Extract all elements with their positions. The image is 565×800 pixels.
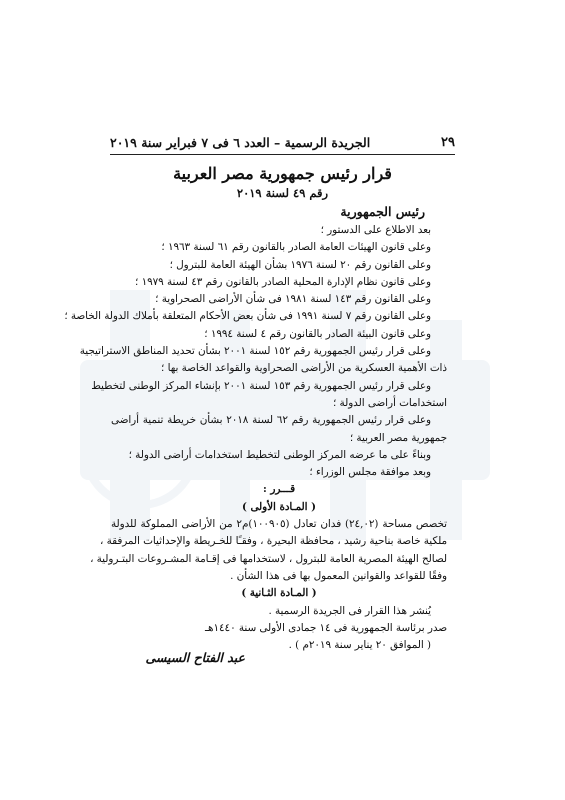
- body-line: وعلى قرار رئيس الجمهورية رقم ٦٢ لسنة ٢٠١٨ بشأن خريطة تنمية أراضى: [111, 414, 431, 427]
- body-line: استخدامات أراضى الدولة ؛: [333, 396, 447, 409]
- decree-body: [64, 222, 447, 654]
- signature: عبد الفتاح السيسى: [145, 650, 245, 665]
- body-line: وعلى القانون رقم ٢٠ لسنة ١٩٧٦ بشأن الهيئة العامة للبترول ؛: [169, 258, 431, 271]
- decree-title: قرار رئيس جمهورية مصر العربية: [173, 164, 392, 183]
- body-line: وعلى قانون نظام الإدارة المحلية الصادر بالقانون رقم ٤٣ لسنة ١٩٧٩ ؛: [135, 275, 431, 288]
- body-line: وعلى قانون البيئة الصادر بالقانون رقم ٤ لسنة ١٩٩٤ ؛: [204, 327, 431, 340]
- body-line: وبناءً على ما عرضه المركز الوطنى لتخطيط استخدامات أراضى الدولة ؛: [128, 448, 431, 461]
- decision-heading: قـــرر :: [262, 483, 295, 496]
- publication-info: الجريدة الرسمية – العدد ٦ فى ٧ فبراير سنة ٢٠١٩: [110, 134, 371, 150]
- body-line: جمهورية مصر العربية ؛: [349, 431, 447, 444]
- body-line: وعلى قرار رئيس الجمهورية رقم ١٥٢ لسنة ٢٠٠١ بشأن تحديد المناطق الاستراتيجية: [79, 345, 431, 358]
- body-line: يُنشر هذا القرار فى الجريدة الرسمية .: [268, 604, 431, 617]
- body-line: تخصص مساحة (٢٤,٠٢) فدان تعادل (١٠٠٩٠٥)م٢ من الأراضى المملوكة للدولة: [111, 518, 447, 531]
- body-line: وفقًا للقواعد والقوانين المعمول بها فى هذا الشأن .: [230, 569, 447, 582]
- body-line: وعلى القانون رقم ١٤٣ لسنة ١٩٨١ فى شأن الأراضى الصحراوية ؛: [155, 293, 431, 306]
- gregorian-date-line: ( الموافق ٢٠ يناير سنة ٢٠١٩م ) .: [288, 639, 431, 652]
- body-line: لصالح الهيئة المصرية العامة للبترول ، لاستخدامها فى إقـامة المشـروعات البتـرولية ،: [90, 552, 447, 565]
- header-divider: [110, 154, 455, 155]
- body-line: بعد الاطلاع على الدستور ؛: [320, 224, 431, 236]
- issue-date-line: صدر برئاسة الجمهورية فى ١٤ جمادى الأولى سنة ١٤٤٠هـ: [205, 621, 447, 634]
- body-line: ذات الأهمية العسكرية من الأراضى الصحراوية والقواعد الخاصة بها ؛: [161, 362, 447, 375]
- body-line: وبعد موافقة مجلس الوزراء ؛: [309, 466, 431, 479]
- issuer-heading: رئيس الجمهورية: [340, 204, 425, 219]
- page-header: [110, 132, 455, 152]
- body-line: وعلى القانون رقم ٧ لسنة ١٩٩١ فى شأن بعض الأحكام المتعلقة بأملاك الدولة الخاصة ؛: [64, 310, 431, 323]
- article-one-heading: ( المـادة الأولى ): [241, 500, 316, 513]
- decree-number: رقم ٤٩ لسنة ٢٠١٩: [236, 186, 329, 200]
- body-line: وعلى قرار رئيس الجمهورية رقم ١٥٣ لسنة ٢٠٠١ بإنشاء المركز الوطنى لتخطيط: [91, 379, 431, 392]
- page-number: ٢٩: [441, 134, 455, 150]
- body-line: وعلى قانون الهيئات العامة الصادر بالقانون رقم ٦١ لسنة ١٩٦٣ ؛: [161, 241, 431, 254]
- body-line: ملكية خاصة بناحية رشيد ، محافظة البحيرة ، وفقـًا للخـريطة والإحداثيات المرفقة ،: [100, 535, 447, 548]
- article-two-heading: ( المـادة الثـانية ): [241, 587, 317, 600]
